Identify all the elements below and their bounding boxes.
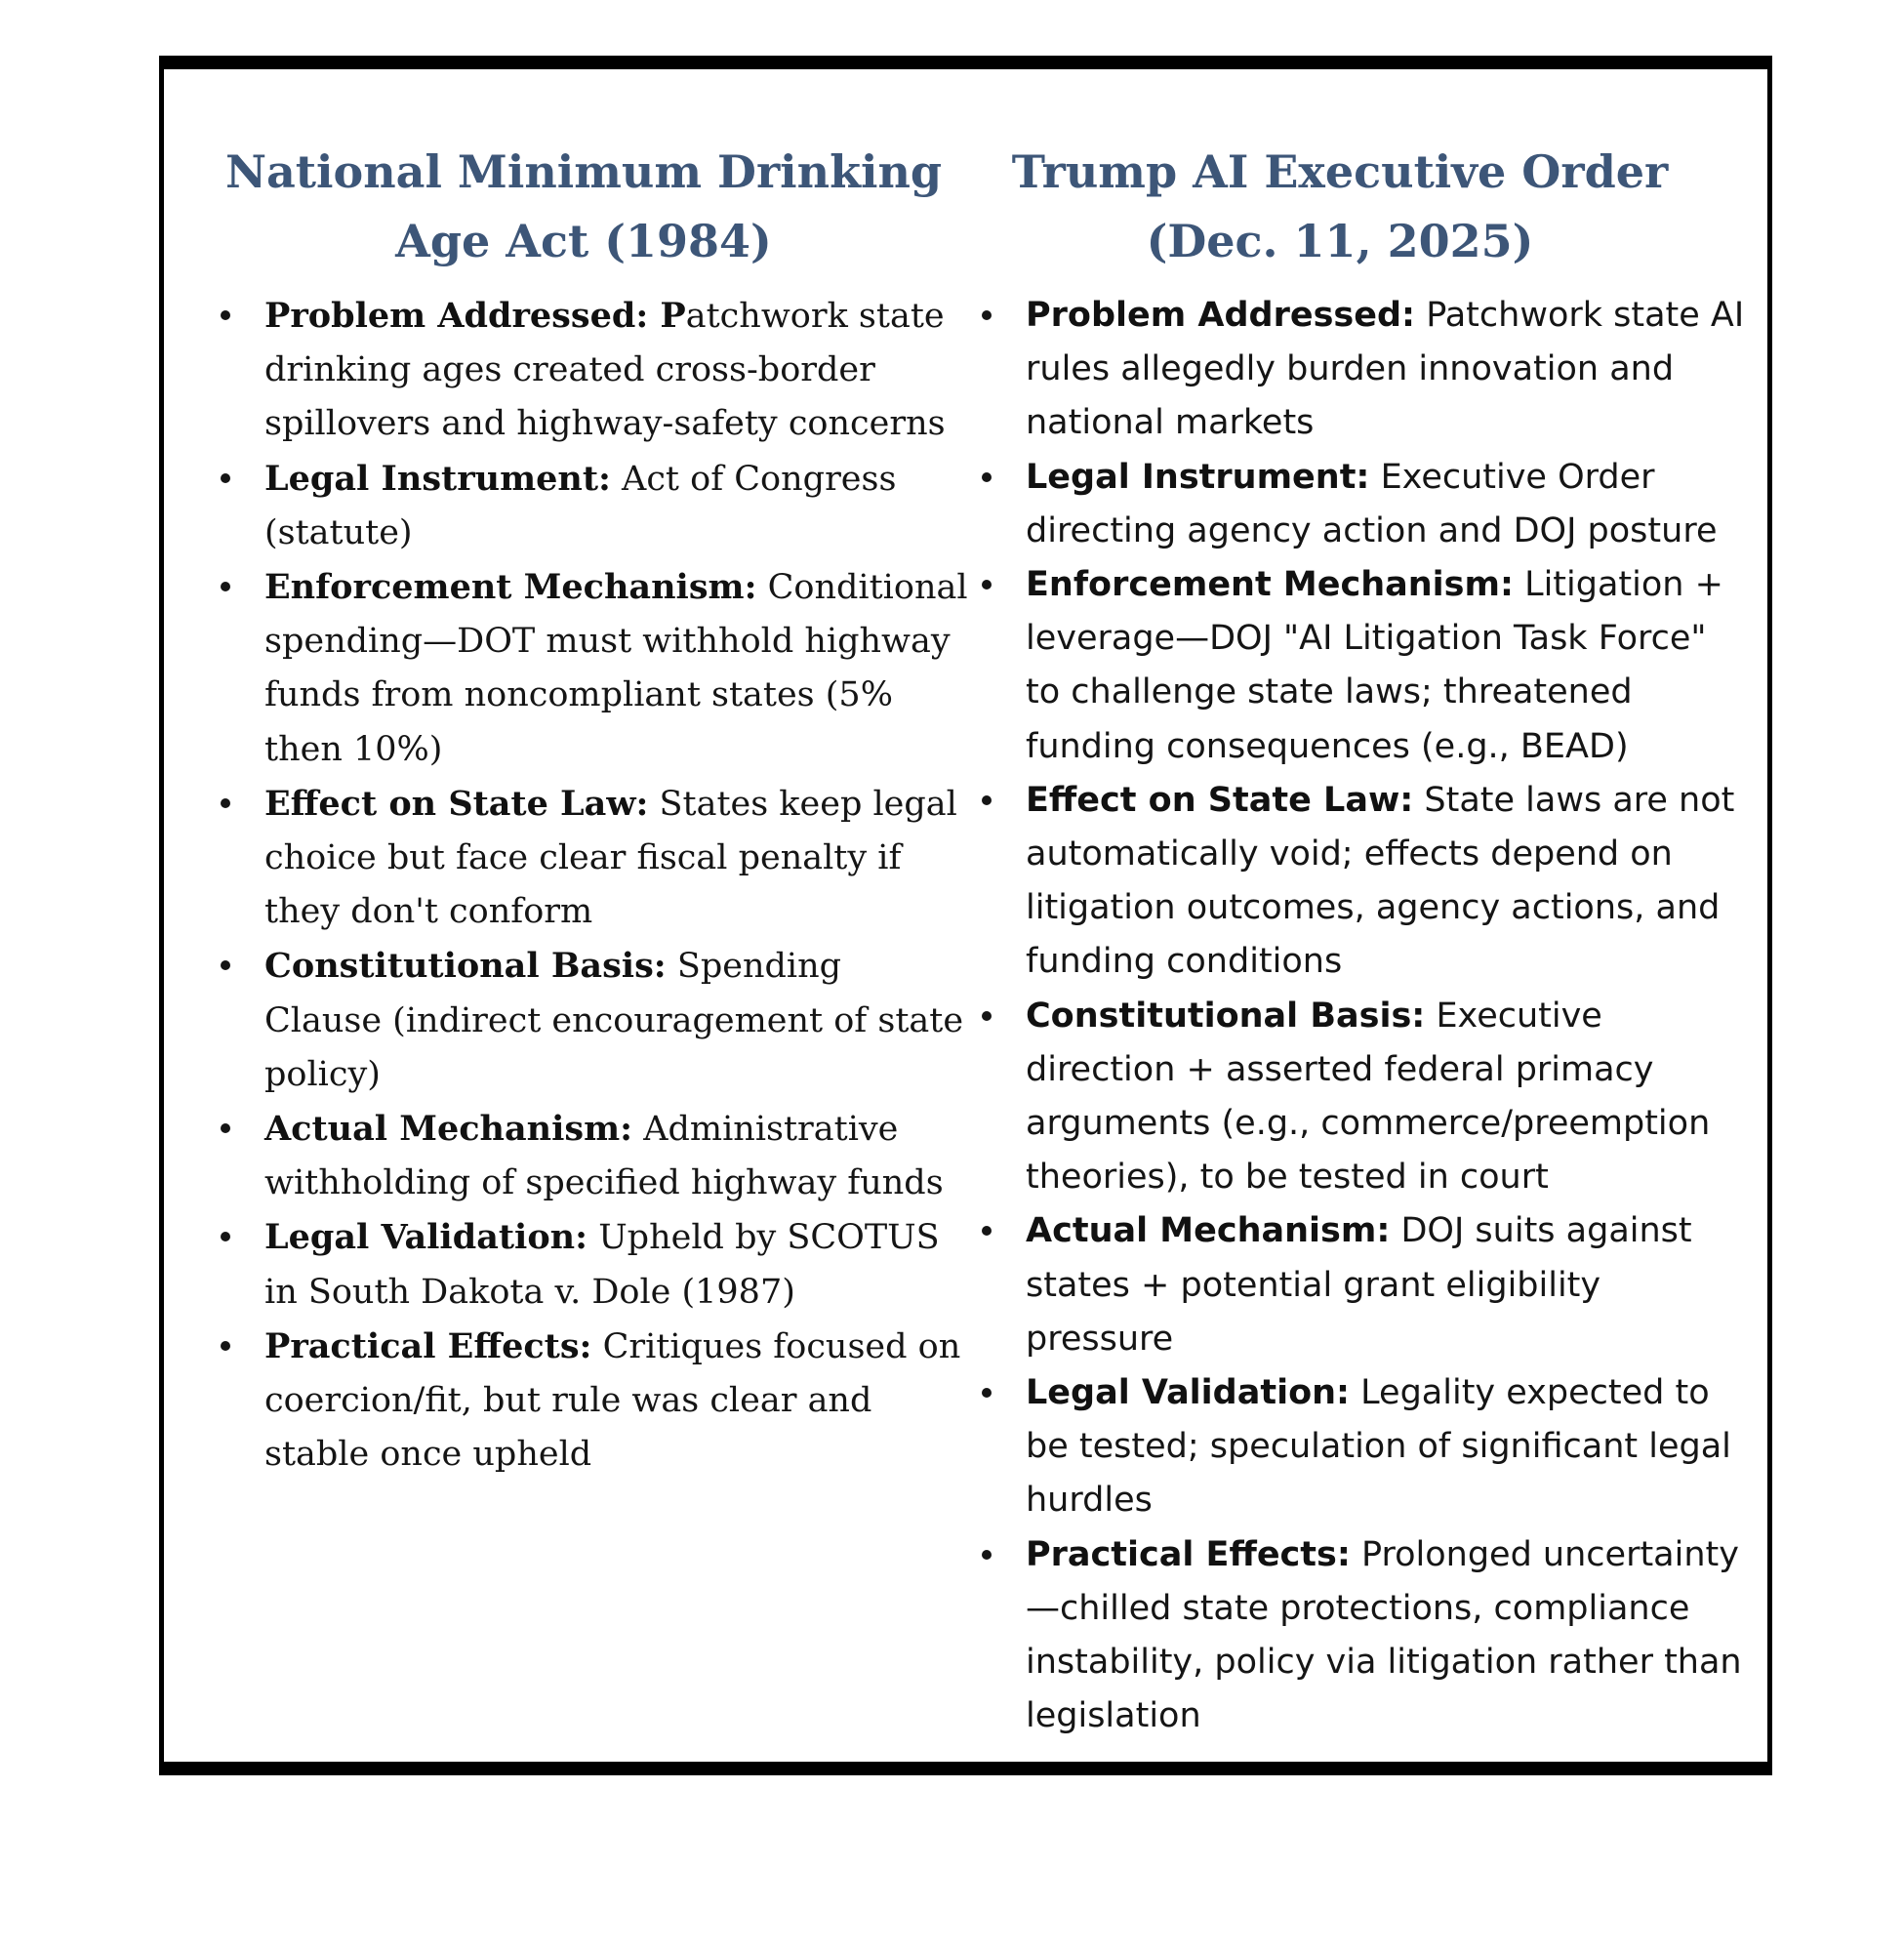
right-column-title: Trump AI Executive Order (Dec. 11, 2025): [1011, 145, 1669, 267]
left-column-title: National Minimum Drinking Age Act (1984): [224, 145, 943, 267]
item-text: Upheld by SCOTUS in South Dakota v. Dole (1987): [264, 1218, 940, 1312]
item-term: Problem Addressed:: [1026, 296, 1416, 335]
item-term: Legal Instrument:: [264, 458, 611, 499]
item-term: Enforcement Mechanism:: [264, 567, 757, 608]
item-term: Enforcement Mechanism:: [1026, 565, 1514, 605]
list-item: [218, 289, 969, 452]
list-item: [218, 1210, 969, 1319]
item-text: Critiques focused on coercion/fit, but rule was clear and stable once upheld: [264, 1326, 961, 1475]
item-term: Practical Effects:: [1026, 1534, 1351, 1574]
item-text: States keep legal choice but face clear fiscal penalty if they don't conform: [264, 784, 957, 932]
list-item: [218, 1320, 969, 1483]
item-term: Legal Validation:: [264, 1217, 588, 1258]
item-term: Effect on State Law:: [264, 783, 649, 824]
left-column-nmdaa: [218, 138, 969, 1482]
item-term: Effect on State Law:: [1026, 780, 1414, 820]
item-text: atchwork state drinking ages created cross-border spillovers and highway-safety concerns: [264, 297, 946, 444]
comparison-table-frame: [159, 56, 1772, 1775]
item-text: Spending Clause (indirect encouragement of state policy): [264, 947, 964, 1094]
list-item: [218, 452, 969, 560]
item-text: Administrative withholding of specified highway funds: [264, 1110, 944, 1203]
item-text: Prolonged uncertainty—chilled state protections, compliance instability, policy via litigation rather than legislation: [1026, 1534, 1742, 1736]
list-item: [979, 451, 1750, 558]
item-text: Litigation + leverage—DOJ "AI Litigation Task Force" to challenge state laws; threatened funding consequences (e.g., BEAD): [1026, 565, 1723, 766]
item-term: Practical Effects:: [264, 1325, 592, 1366]
item-term: Problem Addressed: P: [264, 296, 686, 336]
list-item: [218, 1102, 969, 1210]
list-item: [979, 1204, 1750, 1366]
item-term: Constitutional Basis:: [1026, 996, 1426, 1036]
item-text: Executive direction + asserted federal primacy arguments (e.g., commerce/preemption theories), to be tested in court: [1026, 996, 1711, 1198]
right-column-ai-executive-order: [979, 138, 1750, 1743]
item-text: Conditional spending—DOT must withhold highway funds from noncompliant states (5% then 10%): [264, 568, 968, 769]
item-text: Legality expected to be tested; speculation of significant legal hurdles: [1026, 1373, 1731, 1521]
list-item: [218, 939, 969, 1102]
item-text: Act of Congress (statute): [264, 459, 897, 552]
list-item: [218, 777, 969, 940]
list-item: [979, 990, 1750, 1205]
item-term: Legal Instrument:: [1026, 457, 1370, 497]
item-term: Actual Mechanism:: [1026, 1211, 1391, 1251]
item-term: Legal Validation:: [1026, 1373, 1351, 1413]
item-text: State laws are not automatically void; effects depend on litigation outcomes, agency actions, and funding conditions: [1026, 780, 1735, 982]
item-term: Actual Mechanism:: [264, 1109, 633, 1150]
list-item: [218, 560, 969, 777]
item-text: Executive Order directing agency action and DOJ posture: [1026, 457, 1718, 550]
item-text: DOJ suits against states + potential grant eligibility pressure: [1026, 1211, 1692, 1359]
list-item: [979, 774, 1750, 990]
list-item: [979, 1366, 1750, 1528]
right-column-list: [979, 289, 1750, 1743]
list-item: [979, 1528, 1750, 1744]
list-item: [979, 558, 1750, 774]
list-item: [979, 289, 1750, 451]
item-text: Patchwork state AI rules allegedly burden innovation and national markets: [1026, 296, 1745, 443]
left-column-list: [218, 289, 969, 1482]
item-term: Constitutional Basis:: [264, 946, 667, 987]
